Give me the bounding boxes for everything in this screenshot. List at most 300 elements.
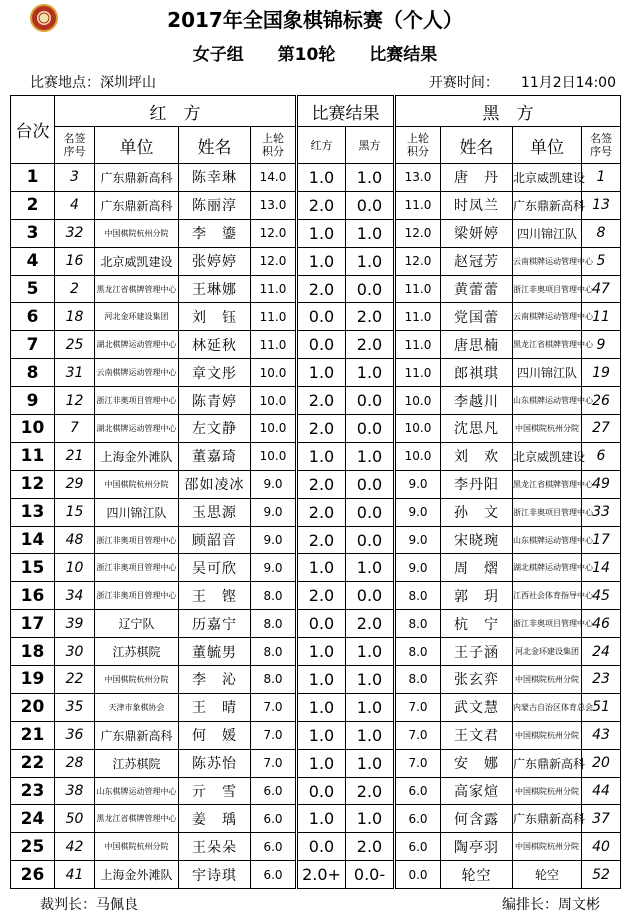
black-seed-cell: 8 [582, 219, 621, 247]
table-row [11, 582, 621, 610]
black-score-cell: 0.0 [346, 387, 395, 415]
black-name-cell: 轮空 [441, 861, 513, 889]
red-name-cell: 李 沁 [179, 666, 251, 694]
red-unit-cell: 浙江非奥项目管理中心 [95, 582, 179, 610]
red-prev-points-cell: 12.0 [251, 247, 297, 275]
header-red-prev-points: 上轮积分 [251, 127, 297, 164]
red-score-cell: 0.0 [297, 610, 346, 638]
black-name-cell: 王文君 [441, 721, 513, 749]
black-prev-points-cell: 7.0 [395, 721, 441, 749]
black-unit-cell: 轮空 [513, 861, 582, 889]
red-seed-cell: 4 [55, 191, 95, 219]
black-unit-cell: 广东鼎新高科 [513, 805, 582, 833]
black-prev-points-cell: 13.0 [395, 164, 441, 192]
black-seed-cell: 33 [582, 498, 621, 526]
red-unit-cell: 浙江非奥项目管理中心 [95, 387, 179, 415]
red-seed-cell: 34 [55, 582, 95, 610]
red-unit-cell: 河北金环建设集团 [95, 303, 179, 331]
red-score-cell: 1.0 [297, 164, 346, 192]
black-score-cell: 1.0 [346, 721, 395, 749]
red-seed-cell: 22 [55, 666, 95, 694]
red-unit-cell: 中国棋院杭州分院 [95, 470, 179, 498]
table-row [11, 164, 621, 192]
red-prev-points-cell: 8.0 [251, 582, 297, 610]
red-unit-cell: 山东棋牌运动管理中心 [95, 777, 179, 805]
results-table [10, 95, 621, 889]
red-name-cell: 王 铿 [179, 582, 251, 610]
table-row [11, 554, 621, 582]
black-score-cell: 0.0 [346, 470, 395, 498]
rank-cell: 10 [11, 415, 55, 443]
red-name-cell: 玉思源 [179, 498, 251, 526]
rank-cell: 25 [11, 833, 55, 861]
red-score-cell: 1.0 [297, 805, 346, 833]
header-result: 比赛结果 [297, 96, 395, 127]
black-name-cell: 郎祺琪 [441, 359, 513, 387]
red-seed-cell: 31 [55, 359, 95, 387]
red-unit-cell: 浙江非奥项目管理中心 [95, 526, 179, 554]
black-unit-cell: 广东鼎新高科 [513, 749, 582, 777]
red-unit-cell: 四川锦江队 [95, 498, 179, 526]
black-score-cell: 1.0 [346, 638, 395, 666]
red-prev-points-cell: 11.0 [251, 303, 297, 331]
black-unit-cell: 四川锦江队 [513, 359, 582, 387]
black-name-cell: 周 熠 [441, 554, 513, 582]
rank-cell: 26 [11, 861, 55, 889]
black-seed-cell: 20 [582, 749, 621, 777]
rank-cell: 2 [11, 191, 55, 219]
red-name-cell: 王琳娜 [179, 275, 251, 303]
red-unit-cell: 广东鼎新高科 [95, 164, 179, 192]
black-name-cell: 刘 欢 [441, 442, 513, 470]
black-prev-points-cell: 9.0 [395, 554, 441, 582]
red-score-cell: 1.0 [297, 359, 346, 387]
black-score-cell: 1.0 [346, 693, 395, 721]
rank-cell: 4 [11, 247, 55, 275]
red-unit-cell: 江苏棋院 [95, 638, 179, 666]
red-unit-cell: 广东鼎新高科 [95, 721, 179, 749]
black-name-cell: 杭 宁 [441, 610, 513, 638]
red-score-cell: 1.0 [297, 554, 346, 582]
rank-cell: 22 [11, 749, 55, 777]
red-name-cell: 姜 瑀 [179, 805, 251, 833]
black-name-cell: 何含露 [441, 805, 513, 833]
black-name-cell: 张玄弈 [441, 666, 513, 694]
red-name-cell: 吴可欣 [179, 554, 251, 582]
black-seed-cell: 14 [582, 554, 621, 582]
black-seed-cell: 44 [582, 777, 621, 805]
black-seed-cell: 26 [582, 387, 621, 415]
red-unit-cell: 北京威凯建设 [95, 247, 179, 275]
black-unit-cell: 河北金环建设集团 [513, 638, 582, 666]
black-prev-points-cell: 11.0 [395, 359, 441, 387]
black-name-cell: 李越川 [441, 387, 513, 415]
red-prev-points-cell: 14.0 [251, 164, 297, 192]
black-score-cell: 1.0 [346, 805, 395, 833]
referee-label: 裁判长：马佩良 [40, 897, 138, 913]
red-name-cell: 左文静 [179, 415, 251, 443]
table-row [11, 526, 621, 554]
rank-cell: 14 [11, 526, 55, 554]
black-prev-points-cell: 7.0 [395, 693, 441, 721]
black-score-cell: 1.0 [346, 164, 395, 192]
red-seed-cell: 7 [55, 415, 95, 443]
black-unit-cell: 中国棋院杭州分院 [513, 666, 582, 694]
black-seed-cell: 49 [582, 470, 621, 498]
red-seed-cell: 12 [55, 387, 95, 415]
table-row [11, 387, 621, 415]
red-name-cell: 张婷婷 [179, 247, 251, 275]
black-unit-cell: 江西社会体育指导中心 [513, 582, 582, 610]
arranger-label: 编排长：周文彬 [502, 897, 600, 913]
black-unit-cell: 山东棋牌运动管理中心 [513, 387, 582, 415]
black-seed-cell: 19 [582, 359, 621, 387]
red-score-cell: 2.0 [297, 526, 346, 554]
rank-cell: 1 [11, 164, 55, 192]
red-name-cell: 何 媛 [179, 721, 251, 749]
table-row [11, 777, 621, 805]
table-row [11, 638, 621, 666]
red-seed-cell: 42 [55, 833, 95, 861]
black-score-cell: 2.0 [346, 331, 395, 359]
black-name-cell: 唐 丹 [441, 164, 513, 192]
black-unit-cell: 云南棋牌运动管理中心 [513, 247, 582, 275]
black-unit-cell: 广东鼎新高科 [513, 191, 582, 219]
black-prev-points-cell: 6.0 [395, 777, 441, 805]
red-unit-cell: 中国棋院杭州分院 [95, 219, 179, 247]
rank-cell: 17 [11, 610, 55, 638]
black-score-cell: 0.0 [346, 415, 395, 443]
red-prev-points-cell: 9.0 [251, 526, 297, 554]
black-seed-cell: 51 [582, 693, 621, 721]
red-prev-points-cell: 7.0 [251, 693, 297, 721]
red-unit-cell: 中国棋院杭州分院 [95, 666, 179, 694]
red-prev-points-cell: 8.0 [251, 666, 297, 694]
rank-cell: 11 [11, 442, 55, 470]
red-seed-cell: 30 [55, 638, 95, 666]
black-unit-cell: 中国棋院杭州分院 [513, 777, 582, 805]
black-prev-points-cell: 11.0 [395, 303, 441, 331]
red-seed-cell: 36 [55, 721, 95, 749]
black-name-cell: 王子涵 [441, 638, 513, 666]
red-seed-cell: 3 [55, 164, 95, 192]
header-black-prev-points: 上轮积分 [395, 127, 441, 164]
black-score-cell: 0.0 [346, 275, 395, 303]
black-score-cell: 1.0 [346, 359, 395, 387]
black-unit-cell: 浙江非奥项目管理中心 [513, 610, 582, 638]
black-score-cell: 2.0 [346, 610, 395, 638]
red-seed-cell: 41 [55, 861, 95, 889]
red-name-cell: 董毓男 [179, 638, 251, 666]
result-title: 比赛结果 [369, 45, 438, 65]
black-seed-cell: 11 [582, 303, 621, 331]
rank-cell: 24 [11, 805, 55, 833]
results-body [11, 164, 621, 889]
red-prev-points-cell: 10.0 [251, 359, 297, 387]
black-prev-points-cell: 12.0 [395, 247, 441, 275]
rank-cell: 19 [11, 666, 55, 694]
black-name-cell: 安 娜 [441, 749, 513, 777]
red-seed-cell: 39 [55, 610, 95, 638]
red-seed-cell: 50 [55, 805, 95, 833]
rank-cell: 18 [11, 638, 55, 666]
page-title: 2017年全国象棋锦标赛（个人） [167, 8, 463, 32]
black-score-cell: 2.0 [346, 777, 395, 805]
red-score-cell: 2.0 [297, 582, 346, 610]
black-seed-cell: 1 [582, 164, 621, 192]
table-row [11, 498, 621, 526]
red-prev-points-cell: 9.0 [251, 498, 297, 526]
table-row [11, 303, 621, 331]
red-prev-points-cell: 6.0 [251, 833, 297, 861]
red-name-cell: 王 晴 [179, 693, 251, 721]
black-seed-cell: 5 [582, 247, 621, 275]
red-seed-cell: 21 [55, 442, 95, 470]
red-seed-cell: 28 [55, 749, 95, 777]
black-prev-points-cell: 11.0 [395, 191, 441, 219]
red-name-cell: 历嘉宁 [179, 610, 251, 638]
black-prev-points-cell: 6.0 [395, 805, 441, 833]
round-label: 第10轮 [277, 45, 336, 65]
black-prev-points-cell: 10.0 [395, 442, 441, 470]
black-score-cell: 1.0 [346, 666, 395, 694]
red-unit-cell: 湖北棋牌运动管理中心 [95, 415, 179, 443]
black-name-cell: 黄蕾蕾 [441, 275, 513, 303]
red-unit-cell: 上海金外滩队 [95, 442, 179, 470]
red-score-cell: 2.0 [297, 275, 346, 303]
black-prev-points-cell: 10.0 [395, 415, 441, 443]
red-score-cell: 1.0 [297, 442, 346, 470]
header-red-name: 姓名 [179, 127, 251, 164]
red-prev-points-cell: 10.0 [251, 442, 297, 470]
black-prev-points-cell: 7.0 [395, 749, 441, 777]
rank-cell: 7 [11, 331, 55, 359]
black-seed-cell: 27 [582, 415, 621, 443]
table-row [11, 721, 621, 749]
table-row [11, 442, 621, 470]
red-prev-points-cell: 10.0 [251, 415, 297, 443]
black-name-cell: 宋晓琬 [441, 526, 513, 554]
red-name-cell: 邵如凌冰 [179, 470, 251, 498]
black-score-cell: 1.0 [346, 749, 395, 777]
black-score-cell: 2.0 [346, 303, 395, 331]
black-seed-cell: 13 [582, 191, 621, 219]
black-seed-cell: 45 [582, 582, 621, 610]
red-prev-points-cell: 10.0 [251, 387, 297, 415]
red-seed-cell: 35 [55, 693, 95, 721]
red-prev-points-cell: 7.0 [251, 721, 297, 749]
black-name-cell: 陶亭羽 [441, 833, 513, 861]
black-score-cell: 1.0 [346, 554, 395, 582]
black-score-cell: 0.0 [346, 582, 395, 610]
rank-cell: 23 [11, 777, 55, 805]
table-row [11, 805, 621, 833]
red-prev-points-cell: 8.0 [251, 638, 297, 666]
black-name-cell: 时凤兰 [441, 191, 513, 219]
red-seed-cell: 25 [55, 331, 95, 359]
black-unit-cell: 内蒙古自治区体育总会 [513, 693, 582, 721]
black-prev-points-cell: 8.0 [395, 638, 441, 666]
table-row [11, 331, 621, 359]
black-prev-points-cell: 9.0 [395, 498, 441, 526]
red-seed-cell: 2 [55, 275, 95, 303]
black-score-cell: 1.0 [346, 219, 395, 247]
red-unit-cell: 江苏棋院 [95, 749, 179, 777]
rank-cell: 6 [11, 303, 55, 331]
red-score-cell: 1.0 [297, 247, 346, 275]
black-score-cell: 0.0 [346, 191, 395, 219]
black-score-cell: 2.0 [346, 833, 395, 861]
red-score-cell: 1.0 [297, 749, 346, 777]
header-black-seed: 名签序号 [582, 127, 621, 164]
black-prev-points-cell: 8.0 [395, 582, 441, 610]
red-unit-cell: 天津市象棋协会 [95, 693, 179, 721]
black-prev-points-cell: 8.0 [395, 666, 441, 694]
red-score-cell: 2.0 [297, 191, 346, 219]
red-name-cell: 宇诗琪 [179, 861, 251, 889]
start-label: 开赛时间： [428, 75, 499, 91]
red-score-cell: 1.0 [297, 638, 346, 666]
black-seed-cell: 46 [582, 610, 621, 638]
red-prev-points-cell: 6.0 [251, 861, 297, 889]
black-name-cell: 梁妍婷 [441, 219, 513, 247]
header-black-name: 姓名 [441, 127, 513, 164]
black-name-cell: 高家煊 [441, 777, 513, 805]
table-row [11, 191, 621, 219]
header-red: 红 方 [55, 96, 297, 127]
header-red-seed: 名签序号 [55, 127, 95, 164]
red-unit-cell: 湖北棋牌运动管理中心 [95, 331, 179, 359]
black-unit-cell: 云南棋牌运动管理中心 [513, 303, 582, 331]
rank-cell: 21 [11, 721, 55, 749]
red-unit-cell: 黑龙江省棋牌管理中心 [95, 805, 179, 833]
red-prev-points-cell: 11.0 [251, 275, 297, 303]
red-name-cell: 亓 雪 [179, 777, 251, 805]
group-label: 女子组 [192, 45, 244, 65]
red-prev-points-cell: 12.0 [251, 219, 297, 247]
black-unit-cell: 山东棋牌运动管理中心 [513, 526, 582, 554]
red-prev-points-cell: 9.0 [251, 470, 297, 498]
red-score-cell: 2.0 [297, 387, 346, 415]
black-name-cell: 赵冠芳 [441, 247, 513, 275]
red-unit-cell: 黑龙江省棋牌管理中心 [95, 275, 179, 303]
red-score-cell: 1.0 [297, 219, 346, 247]
header-black: 黑 方 [395, 96, 621, 127]
red-seed-cell: 29 [55, 470, 95, 498]
black-prev-points-cell: 9.0 [395, 526, 441, 554]
red-seed-cell: 15 [55, 498, 95, 526]
rank-cell: 20 [11, 693, 55, 721]
table-row [11, 833, 621, 861]
black-seed-cell: 43 [582, 721, 621, 749]
red-name-cell: 王朵朵 [179, 833, 251, 861]
header-rank: 台次 [11, 96, 55, 164]
black-unit-cell: 黑龙江省棋牌管理中心 [513, 331, 582, 359]
red-name-cell: 林延秋 [179, 331, 251, 359]
header-red-score: 红方 [297, 127, 346, 164]
red-unit-cell: 广东鼎新高科 [95, 191, 179, 219]
black-score-cell: 0.0 [346, 498, 395, 526]
red-score-cell: 2.0 [297, 415, 346, 443]
table-row [11, 610, 621, 638]
red-score-cell: 0.0 [297, 303, 346, 331]
red-prev-points-cell: 11.0 [251, 331, 297, 359]
black-seed-cell: 9 [582, 331, 621, 359]
table-row [11, 749, 621, 777]
red-name-cell: 陈幸琳 [179, 164, 251, 192]
red-unit-cell: 上海金外滩队 [95, 861, 179, 889]
table-row [11, 861, 621, 889]
table-row [11, 247, 621, 275]
red-seed-cell: 48 [55, 526, 95, 554]
black-seed-cell: 47 [582, 275, 621, 303]
rank-cell: 9 [11, 387, 55, 415]
red-score-cell: 0.0 [297, 777, 346, 805]
red-name-cell: 陈青婷 [179, 387, 251, 415]
black-unit-cell: 中国棋院杭州分院 [513, 833, 582, 861]
black-name-cell: 党国蕾 [441, 303, 513, 331]
subtitle [0, 40, 630, 65]
red-seed-cell: 38 [55, 777, 95, 805]
red-prev-points-cell: 6.0 [251, 805, 297, 833]
rank-cell: 15 [11, 554, 55, 582]
black-prev-points-cell: 9.0 [395, 470, 441, 498]
black-seed-cell: 40 [582, 833, 621, 861]
rank-cell: 12 [11, 470, 55, 498]
black-name-cell: 郭 玥 [441, 582, 513, 610]
black-prev-points-cell: 6.0 [395, 833, 441, 861]
black-seed-cell: 52 [582, 861, 621, 889]
red-prev-points-cell: 6.0 [251, 777, 297, 805]
red-name-cell: 刘 钰 [179, 303, 251, 331]
rank-cell: 5 [11, 275, 55, 303]
rank-cell: 13 [11, 498, 55, 526]
black-seed-cell: 24 [582, 638, 621, 666]
black-seed-cell: 23 [582, 666, 621, 694]
venue-label: 比赛地点：深圳坪山 [30, 75, 156, 91]
red-prev-points-cell: 13.0 [251, 191, 297, 219]
black-unit-cell: 中国棋院杭州分院 [513, 721, 582, 749]
black-score-cell: 0.0- [346, 861, 395, 889]
red-seed-cell: 10 [55, 554, 95, 582]
rank-cell: 3 [11, 219, 55, 247]
black-unit-cell: 四川锦江队 [513, 219, 582, 247]
header-black-score: 黑方 [346, 127, 395, 164]
black-name-cell: 武文慧 [441, 693, 513, 721]
black-score-cell: 1.0 [346, 442, 395, 470]
black-unit-cell: 北京威凯建设 [513, 442, 582, 470]
black-name-cell: 孙 文 [441, 498, 513, 526]
rank-cell: 8 [11, 359, 55, 387]
red-name-cell: 陈丽淳 [179, 191, 251, 219]
red-unit-cell: 浙江非奥项目管理中心 [95, 554, 179, 582]
black-unit-cell: 黑龙江省棋牌管理中心 [513, 470, 582, 498]
black-seed-cell: 37 [582, 805, 621, 833]
red-prev-points-cell: 8.0 [251, 610, 297, 638]
red-seed-cell: 16 [55, 247, 95, 275]
black-name-cell: 唐思楠 [441, 331, 513, 359]
table-row [11, 693, 621, 721]
rank-cell: 16 [11, 582, 55, 610]
black-unit-cell: 中国棋院杭州分院 [513, 415, 582, 443]
header-black-unit: 单位 [513, 127, 582, 164]
red-unit-cell: 辽宁队 [95, 610, 179, 638]
red-name-cell: 董嘉琦 [179, 442, 251, 470]
red-name-cell: 陈苏怡 [179, 749, 251, 777]
start-value: 11月2日14:00 [520, 75, 616, 91]
black-prev-points-cell: 12.0 [395, 219, 441, 247]
red-score-cell: 2.0 [297, 470, 346, 498]
